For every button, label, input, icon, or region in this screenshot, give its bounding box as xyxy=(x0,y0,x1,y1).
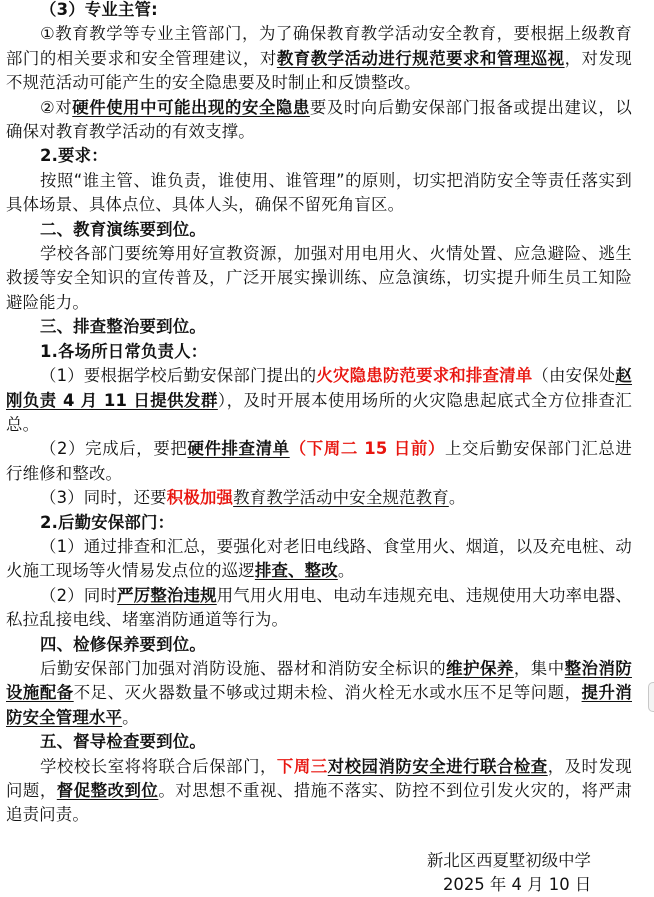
red-emphasis-run: 下周三 xyxy=(276,756,328,776)
emphasis-run: 提升消防安全管理水平 xyxy=(6,683,632,727)
text-run: 。 xyxy=(122,707,139,727)
underlined-run: 教育教学活动中安全规范教育 xyxy=(233,488,449,508)
emphasis-run: 维护保养 xyxy=(446,658,514,678)
requirements-paragraph: 按照“谁主管、谁负责，谁使用、谁管理”的原则，切实把消防安全等责任落实到具体场景、具体点位、具体人头，确保不留死角盲区。 xyxy=(6,170,632,215)
section-3-paragraph-2 xyxy=(6,96,632,145)
text-run: ，及时发现问题， xyxy=(6,756,632,800)
text-run: 。 xyxy=(448,488,466,508)
heading-maintenance: 四、检修保养要到位。 xyxy=(40,634,206,654)
text-run: 后勤安保部门加强对消防设施、器材和消防安全标识的 xyxy=(40,658,447,678)
signature-organization: 新北区西夏墅初级中学 xyxy=(427,851,591,870)
education-drills-paragraph: 学校各部门要统筹用好宣教资源，加强对用电用火、火情处置、应急避险、逃生救援等安全知识的宣传普及，广泛开展实操训练、应急演练，切实提升师生员工知险避险能力。 xyxy=(6,244,632,312)
red-emphasis-run: 积极加强 xyxy=(166,488,234,508)
text-run: 。 xyxy=(337,561,355,581)
emphasis-run: 整治消防设施配备 xyxy=(6,658,632,703)
list-item-5 xyxy=(6,584,632,633)
list-item-4 xyxy=(6,535,632,584)
emphasis-run: 督促整改到位 xyxy=(56,781,159,800)
heading-inspection-rectification: 三、排查整治要到位。 xyxy=(40,317,206,337)
red-deadline-run: （下周二 15 日前） xyxy=(289,439,445,459)
text-run: 。对思想不重视、措施不落实、防控不到位引发火灾的，将严肃追责问责。 xyxy=(6,781,633,825)
text-run: ②对 xyxy=(40,97,73,117)
text-run: （3）同时，还要 xyxy=(40,488,167,508)
list-item-1 xyxy=(6,364,632,437)
section-3-paragraph-1 xyxy=(6,22,632,95)
emphasis-run: 教育教学活动进行规范要求和管理巡视 xyxy=(276,48,565,68)
heading-education-drills: 二、教育演练要到位。 xyxy=(40,219,206,239)
requirements-heading: 2.要求： xyxy=(40,146,108,166)
heading-supervision: 五、督导检查要到位。 xyxy=(40,732,206,752)
daily-responsible-heading: 1.各场所日常负责人： xyxy=(40,341,208,361)
text-run: ①教育教学等专业主管部门，为了确保教育教学活动安全教育，要根据上级教育部门的相关要求和安全管理建议，对 xyxy=(6,24,632,68)
emphasis-run: 对校园消防安全进行联合检查 xyxy=(327,756,548,776)
emphasis-run: 严厉整治违规 xyxy=(117,585,217,605)
emphasis-run: 硬件排查清单 xyxy=(187,439,290,459)
text-run: 学校校长室将将联合后保部门， xyxy=(40,756,277,776)
supervision-paragraph xyxy=(6,755,632,828)
text-run: ，集中 xyxy=(513,658,565,678)
notice-document xyxy=(6,0,632,828)
list-item-3 xyxy=(6,486,632,510)
text-run: （1）通过排查和汇总，要强化对老旧电线路、食堂用火、烟道，以及充电桩、动火施工现场等火情易发点位的巡逻 xyxy=(6,536,632,581)
emphasis-run: 硬件使用中可能出现的安全隐患 xyxy=(72,97,310,117)
text-run: （1）要根据学校后勤安保部门提出的 xyxy=(40,366,317,386)
red-emphasis-run: 火灾隐患防范要求和排查清单 xyxy=(316,366,533,386)
text-run: 用气用火用电、电动车违规充电、违规使用大功率电器、私拉乱接电线、堵塞消防通道等行为。 xyxy=(6,585,633,630)
side-scroll-handle[interactable] xyxy=(648,682,654,712)
maintenance-paragraph xyxy=(6,657,632,730)
signature-date: 2025 年 4 月 10 日 xyxy=(443,875,592,894)
emphasis-run: 赵刚负责 4 月 11 日提供发群 xyxy=(6,366,633,410)
text-run: （由安保处 xyxy=(532,366,616,386)
text-run: ，对发现不规范活动可能产生的安全隐患要及时制止和反馈整改。 xyxy=(6,48,632,93)
text-run: （2）同时 xyxy=(40,585,118,605)
text-run: 不足、灭火器数量不够或过期未检、消火栓无水或水压不足等问题， xyxy=(73,683,582,703)
section-3-heading: （3）专业主管: xyxy=(40,0,158,19)
text-run: ），及时开展本使用场所的火灾隐患起底式全方位排查汇总。 xyxy=(6,390,632,434)
text-run: 要及时向后勤安保部门报备或提出建议，以确保对教育教学活动的有效支撑。 xyxy=(6,97,632,142)
text-run: 上交后勤安保部门汇总进行维修和整改。 xyxy=(6,439,633,483)
text-run: （2）完成后，要把 xyxy=(40,439,188,459)
list-item-2 xyxy=(6,437,632,486)
emphasis-run: 排查、整改 xyxy=(254,561,338,581)
logistics-dept-heading: 2.后勤安保部门： xyxy=(40,512,175,532)
